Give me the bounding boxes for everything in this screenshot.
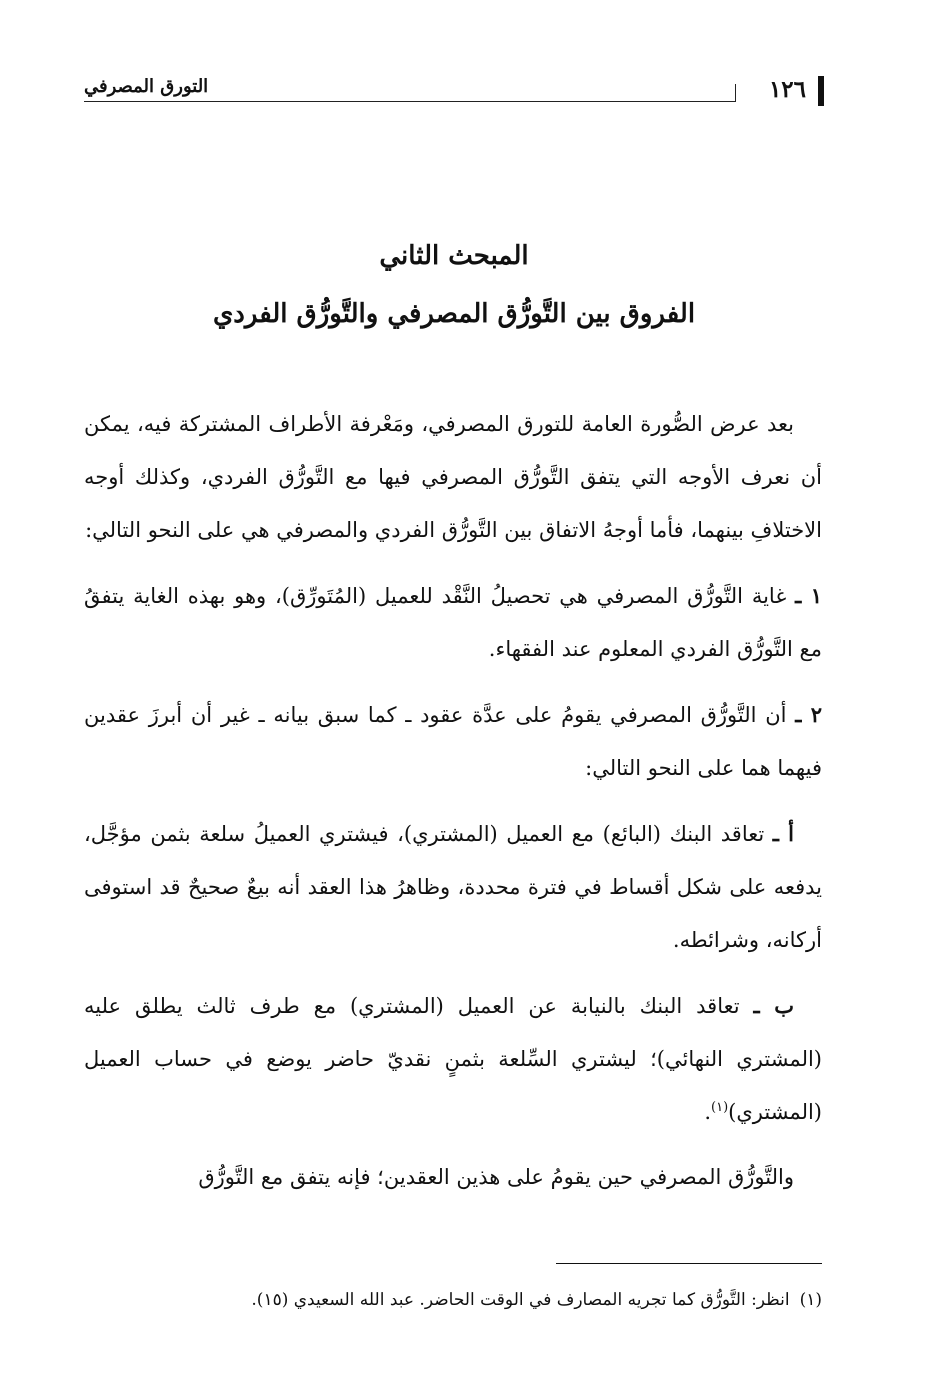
point-2-marker: ٢ ـ	[795, 702, 822, 727]
page-number-bar	[818, 76, 824, 106]
running-header	[84, 70, 824, 110]
item-b-end: .	[704, 1100, 711, 1124]
footnote	[114, 1285, 822, 1315]
book-title: التورق المصرفي	[84, 76, 209, 97]
item-a-text: تعاقد البنك (البائع) مع العميل (المشتري)، فيشتري العميلُ سلعة بثمن مؤجَّل، يدفعه على شكل أقساط في فترة محددة، وظاهرُ هذا العقد أنه بيعٌ صحيحٌ قد استوفى أركانه، وشرائطه.	[84, 822, 822, 952]
body-text	[84, 398, 822, 1204]
point-1-paragraph	[84, 569, 822, 676]
chapter-subtitle: الفروق بين التَّورُّق المصرفي والتَّورُّق الفردي	[212, 299, 696, 329]
footnote-text: انظر: التَّورُّق كما تجريه المصارف في الوقت الحاضر. عبد الله السعيدي (١٥).	[251, 1290, 790, 1310]
item-a-paragraph	[84, 807, 822, 967]
footnote-rule	[556, 1263, 822, 1264]
chapter-title: المبحث الثاني	[379, 241, 529, 271]
item-b-paragraph	[84, 979, 822, 1139]
intro-paragraph: بعد عرض الصُّورة العامة للتورق المصرفي، ومَعْرفة الأطراف المشتركة فيه، يمكن أن نعرف الأوجه التي يتفق التَّورُّق المصرفي فيها مع التَّورُّق الفردي، وكذلك أوجه الاختلافِ بينهما، فأما أوجهُ الاتفاق بين التَّورُّق الفردي والمصرفي هي على النحو التالي:	[84, 412, 822, 542]
point-1-text: غاية التَّورُّق المصرفي هي تحصيلُ النَّقْد للعميل (المُتَورِّق)، وهو بهذه الغاية يتفقُ مع التَّورُّق الفردي المعلوم عند الفقهاء.	[84, 584, 822, 661]
header-rule	[84, 101, 736, 102]
footnote-marker: (١)	[799, 1290, 822, 1310]
point-2-text: أن التَّورُّق المصرفي يقومُ على عدَّة عقود ـ كما سبق بيانه ـ غير أن أبرزَ عقدين فيهما هما على النحو التالي:	[84, 703, 822, 780]
item-b-text: تعاقد البنك بالنيابة عن العميل (المشتري) مع طرف ثالث يطلق عليه (المشتري النهائي)؛ ليشتري السِّلعة بثمنٍ نقديّ حاضر يوضع في حساب العميل (المشتري)	[84, 994, 822, 1124]
closing-paragraph: والتَّورُّق المصرفي حين يقومُ على هذين العقدين؛ فإنه يتفق مع التَّورُّق	[198, 1165, 794, 1189]
footnote-reference: (١)	[711, 1100, 729, 1115]
point-2-paragraph	[84, 688, 822, 795]
header-divider-tick	[735, 84, 736, 102]
item-a-marker: أ ـ	[772, 821, 794, 846]
page-number: ١٢٦	[768, 76, 806, 103]
item-b-marker: ب ـ	[753, 993, 794, 1018]
point-1-marker: ١ ـ	[795, 583, 822, 608]
